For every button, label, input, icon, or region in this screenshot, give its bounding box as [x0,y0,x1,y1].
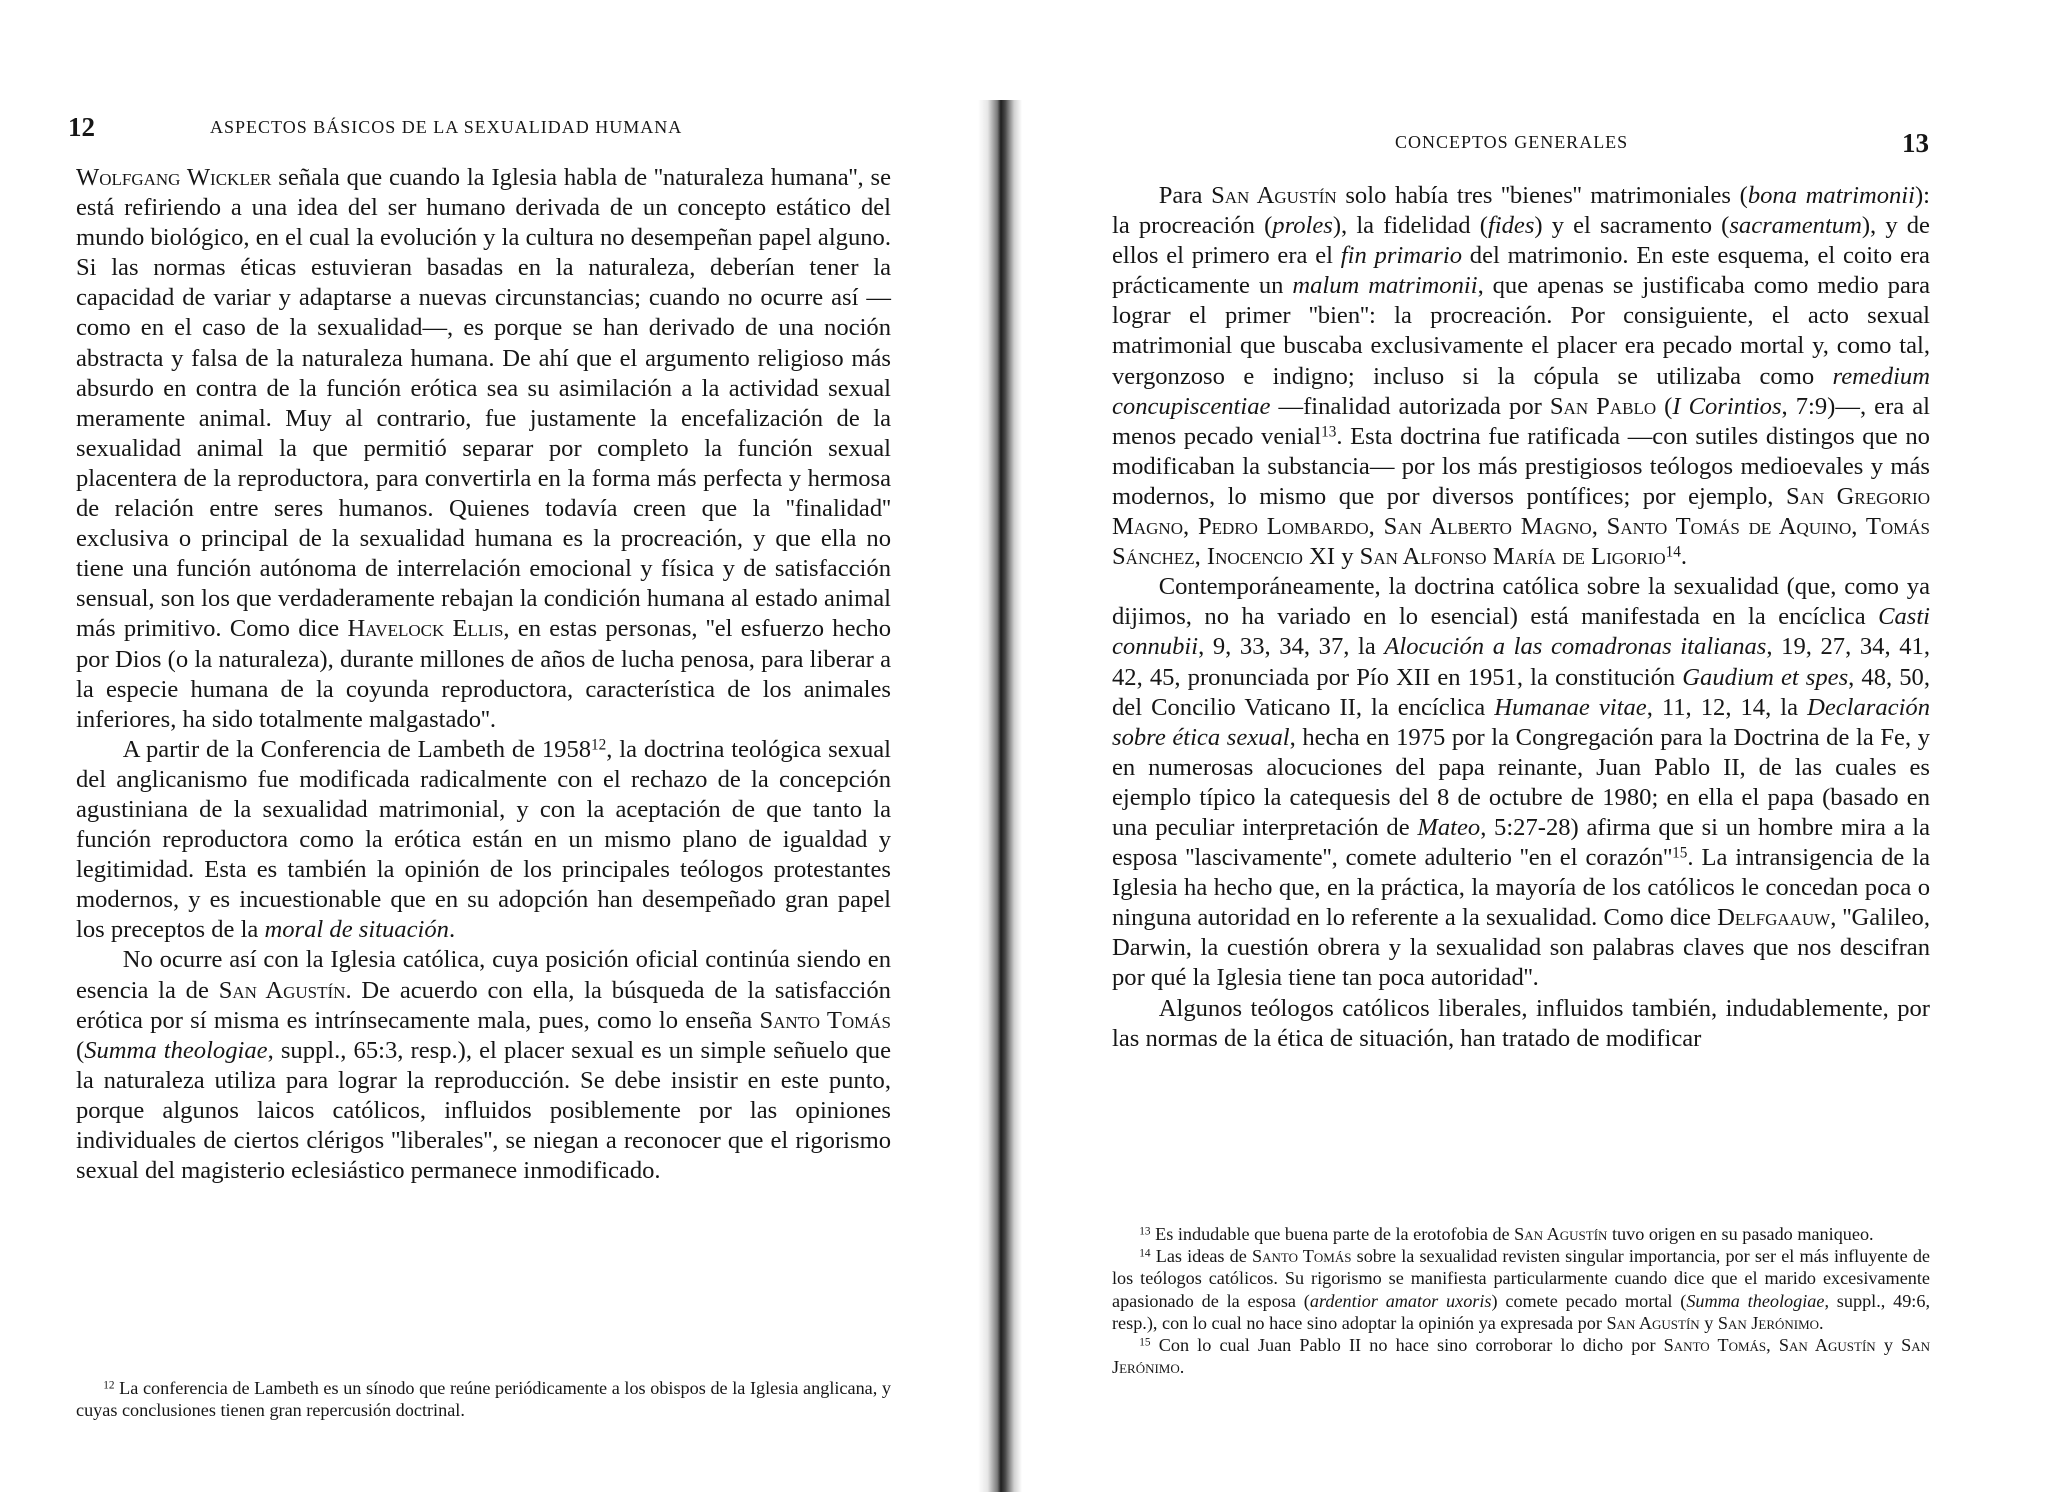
text-run: , que apenas se justificaba como medio para lograr el primer ''bien'': la procreación. Por consiguiente, el acto sexual matrimonial que buscaba exclusivamente el placer era pecado mortal y, como tal, vergonzoso e indigno; incluso si la cópula se utilizaba como [1112,272,1930,390]
footnotes [1112,1223,1930,1378]
text-run: No ocurre así con la Iglesia católica, cuya posición oficial continúa siendo en esencia la de [76,946,891,1004]
text-run: del matrimonio. En este esquema, el coito era prácticamente un [1112,242,1930,300]
note-reference: 13 [1139,1225,1151,1238]
text-run: ), la fidelidad ( [1332,212,1488,240]
body-text [76,163,891,1186]
text-run: Santo Tomás [759,1006,891,1034]
note-reference: 12 [103,1379,115,1392]
text-run: malum matrimonii [1292,272,1478,300]
page-number: 13 [1902,128,1929,158]
text-run: Santo Tomás [1251,1246,1352,1267]
text-run: Gaudium et spes [1682,663,1849,691]
text-run: . [1680,543,1687,571]
text-run: sobre la sexualidad revisten singular importancia, por ser el más influyente de los teólogos católicos. Su rigorismo se manifiesta particularmente cuando dice que el marido excesivamente apasionado de la esposa ( [1112,1246,1930,1311]
text-run: Humanae vitae [1494,693,1647,721]
text-run: . [1179,1357,1185,1378]
note-reference: 14 [1665,543,1681,561]
text-run: , 11, 12, 14, la [1646,693,1808,721]
left-page [0,0,990,1492]
text-run: San Gregorio Magno, Pedro Lombardo, San Alberto Magno, Santo Tomás de Aquino, Tomás Sánchez, Inocencio XI [1112,482,1930,571]
text-run: moral de situación [264,916,449,944]
text-run: Mateo [1417,813,1481,841]
text-run: remedium concupiscentiae [1112,362,1930,420]
text-run: Declaración sobre ética sexual [1112,693,1931,751]
footnote [1112,1334,1930,1378]
text-run: , en estas personas, ''el esfuerzo hecho por Dios (o la naturaleza), durante millones de años de lucha penosa, para liberar a la especie humana de la coyunda reproductora, característica de los animales inferiores, ha sido totalmente malgastado''. [76,615,891,733]
text-run: ardentior amator uxoris [1309,1290,1492,1311]
text-run: A partir de la Conferencia de Lambeth de 1958 [122,735,592,763]
text-run: I Corintios [1672,392,1782,420]
text-run: señala que cuando la Iglesia habla de ''naturaleza humana'', se está refiriendo a una idea del ser humano derivada de un concepto estático del mundo biológico, en el cual la evolución y la cultura no desempeñan papel alguno. Si las normas éticas estuvieran basadas en la naturaleza, deberían tener la capacidad de variar y adaptarse a nuevas circunstancias; cuando no ocurre así —como en el caso de la sexualidad—, es porque se han derivado de una noción abstracta y falsa de la naturaleza humana. De ahí que el argumento religioso más absurdo en contra de la función erótica sea su asimilación a la actividad sexual meramente animal. Muy al contrario, fue justamente la encefalización de la sexualidad animal la que permitió separar por completo la función sexual placentera de la reproductora, para convertirla en la forma más perfecta y hermosa de relación entre seres humanos. Quienes todavía creen que la ''finalidad'' exclusiva o principal de la sexualidad humana es la procreación, y que ella no tiene una función autónoma de interrelación emocional y física y de satisfacción sensual, son los que verdaderamente rebajan la condición humana al estado animal más primitivo. Como dice [76,164,891,643]
text-run: Las ideas de [1150,1246,1252,1267]
text-run: ( [1656,392,1673,420]
text-run: San Pablo [1549,392,1657,420]
right-page [1010,0,2048,1492]
footnote [1112,1223,1930,1245]
note-reference: 13 [1321,423,1337,441]
text-run: La conferencia de Lambeth es un sínodo que reúne periódicamente a los obispos de la Iglesia anglicana, y cuyas conclusiones tienen gran repercusión doctrinal. [76,1378,891,1421]
text-run: , 7:9)—, era al menos pecado venial [1112,392,1930,450]
text-run: Contemporáneamente, la doctrina católica sobre la sexualidad (que, como ya dijimos, no ha variado en lo esencial) está manifestada en la encíclica [1112,573,1930,631]
text-run: Summa theologiae [84,1036,268,1064]
text-run: ( [76,1036,85,1064]
text-run: ), y de ellos el primero era el [1112,212,1930,270]
text-run: Delfgaauw [1717,904,1831,932]
text-run: . Esta doctrina fue ratificada —con sutiles distingos que no modificaban la substancia— por los más prestigiosos teólogos medioevales y más modernos, lo mismo que por diversos pontífices; por ejemplo, [1112,422,1930,510]
footnote [76,1377,891,1421]
text-run: , ''Galileo, Darwin, la cuestión obrera y la sexualidad son palabras claves que nos descifran por qué la Iglesia tiene tan poca autoridad''. [1112,904,1931,992]
text-run: , suppl., 49:6, resp.), con lo cual no hace sino adoptar la opinión ya expresada por [1112,1290,1930,1333]
paragraph [76,735,891,946]
text-run: , 9, 33, 34, 37, la [1198,633,1385,661]
text-run: Casti connubii [1112,603,1930,661]
text-run: . [448,916,456,944]
text-run: Alocución a las comadronas italianas [1384,633,1767,661]
text-run: fides [1487,212,1535,240]
text-run: Santo Tomás, San Agustín [1663,1335,1876,1356]
running-head: ASPECTOS BÁSICOS DE LA SEXUALIDAD HUMANA [210,117,683,137]
text-run: sacramentum [1729,212,1862,240]
text-run: Con lo cual Juan Pablo II no hace sino corroborar lo dicho por [1150,1335,1664,1356]
text-run: Summa theologiae [1686,1290,1825,1311]
text-run: San Agustín [1606,1312,1700,1333]
text-run: ): la procreación ( [1112,182,1930,240]
text-run: Havelock Ellis [347,615,504,643]
text-run: , 48, 50, del Concilio Vaticano II, la encíclica [1112,663,1930,721]
note-reference: 14 [1139,1247,1151,1260]
body-text [1112,181,1930,1054]
text-run: y [1699,1312,1718,1333]
text-run: . De acuerdo con ella, la búsqueda de la satisfacción erótica por sí misma es intrínsecamente mala, pues, como lo enseña [76,976,891,1034]
text-run: ) comete pecado mortal ( [1491,1290,1687,1311]
note-reference: 15 [1672,844,1688,862]
text-run: , hecha en 1975 por la Congregación para la Doctrina de la Fe, y en numerosas alocuciones del papa reinante, Juan Pablo II, de las cuales es ejemplo típico la catequesis del 8 de octubre de 1980; en ella el papa (basado en una peculiar interpretación de [1112,723,1930,841]
text-run: San Alfonso María de Ligorio [1359,543,1666,571]
text-run: , 5:27-28) afirma que si un hombre mira a la esposa ''lascivamente'', comete adulterio ''en el corazón'' [1112,813,1930,872]
text-run: Es indudable que buena parte de la erotofobia de [1150,1224,1515,1244]
footnote [1112,1245,1930,1334]
paragraph [76,945,891,1186]
text-run: proles [1272,212,1333,240]
note-reference: 12 [591,736,607,754]
text-run: bona matrimonii [1747,182,1915,209]
text-run: y [1875,1335,1902,1356]
paragraph [1112,994,1930,1054]
text-run: Algunos teólogos católicos liberales, influidos también, indudablemente, por las normas de la ética de situación, han tratado de modificar [1112,994,1930,1052]
text-run: San Agustín [218,976,346,1004]
page-number: 12 [68,112,95,142]
text-run: fin primario [1340,242,1462,270]
note-reference: 15 [1139,1336,1151,1349]
text-run: tuvo origen en su pasado maniqueo. [1607,1224,1874,1244]
paragraph [76,163,891,735]
paragraph [1112,572,1930,993]
text-run: . La intransigencia de la Iglesia ha hecho que, en la práctica, la mayoría de los católicos le concedan poca o ninguna autoridad en lo referente a la sexualidad. Como dice [1112,844,1930,932]
text-run: ) y el sacramento ( [1534,212,1730,240]
text-run: Para [1158,182,1212,209]
running-head: CONCEPTOS GENERALES [1395,132,1629,152]
text-run: —finalidad autorizada por [1270,392,1550,420]
text-run: , la doctrina teológica sexual del anglicanismo fue modificada radicalmente con el rechazo de la concepción agustiniana de la sexualidad matrimonial, y con la aceptación de que tanto la función reproductora como la erótica están en un mismo plano de igualdad y legitimidad. Esta es también la opinión de los principales teólogos protestantes modernos, y es incuestionable que en su adopción han desempeñado gran papel los preceptos de la [76,735,891,944]
text-run: , 19, 27, 34, 41, 42, 45, pronunciada por Pío XII en 1951, la constitución [1112,633,1930,691]
text-run: , suppl., 65:3, resp.), el placer sexual es un simple señuelo que la naturaleza utiliza para lograr la reproducción. Se debe insistir en este punto, porque algunos laicos católicos, influidos posiblemente por las opiniones individuales de ciertos clérigos ''liberales'', se niegan a reconocer que el rigorismo sexual del magisterio eclesiástico permanece inmodificado. [76,1036,891,1185]
text-run: San Agustín [1514,1224,1608,1244]
text-run: solo había tres ''bienes'' matrimoniales ( [1336,182,1748,209]
text-run: San Jerónimo [1112,1335,1931,1378]
text-run: Wolfgang Wickler [76,164,272,191]
text-run: y [1335,543,1360,571]
footnotes [76,1377,891,1421]
paragraph [1112,181,1930,572]
text-run: San Agustín [1211,182,1337,209]
text-run: . [1819,1312,1824,1333]
text-run: San Jerónimo [1717,1312,1820,1333]
